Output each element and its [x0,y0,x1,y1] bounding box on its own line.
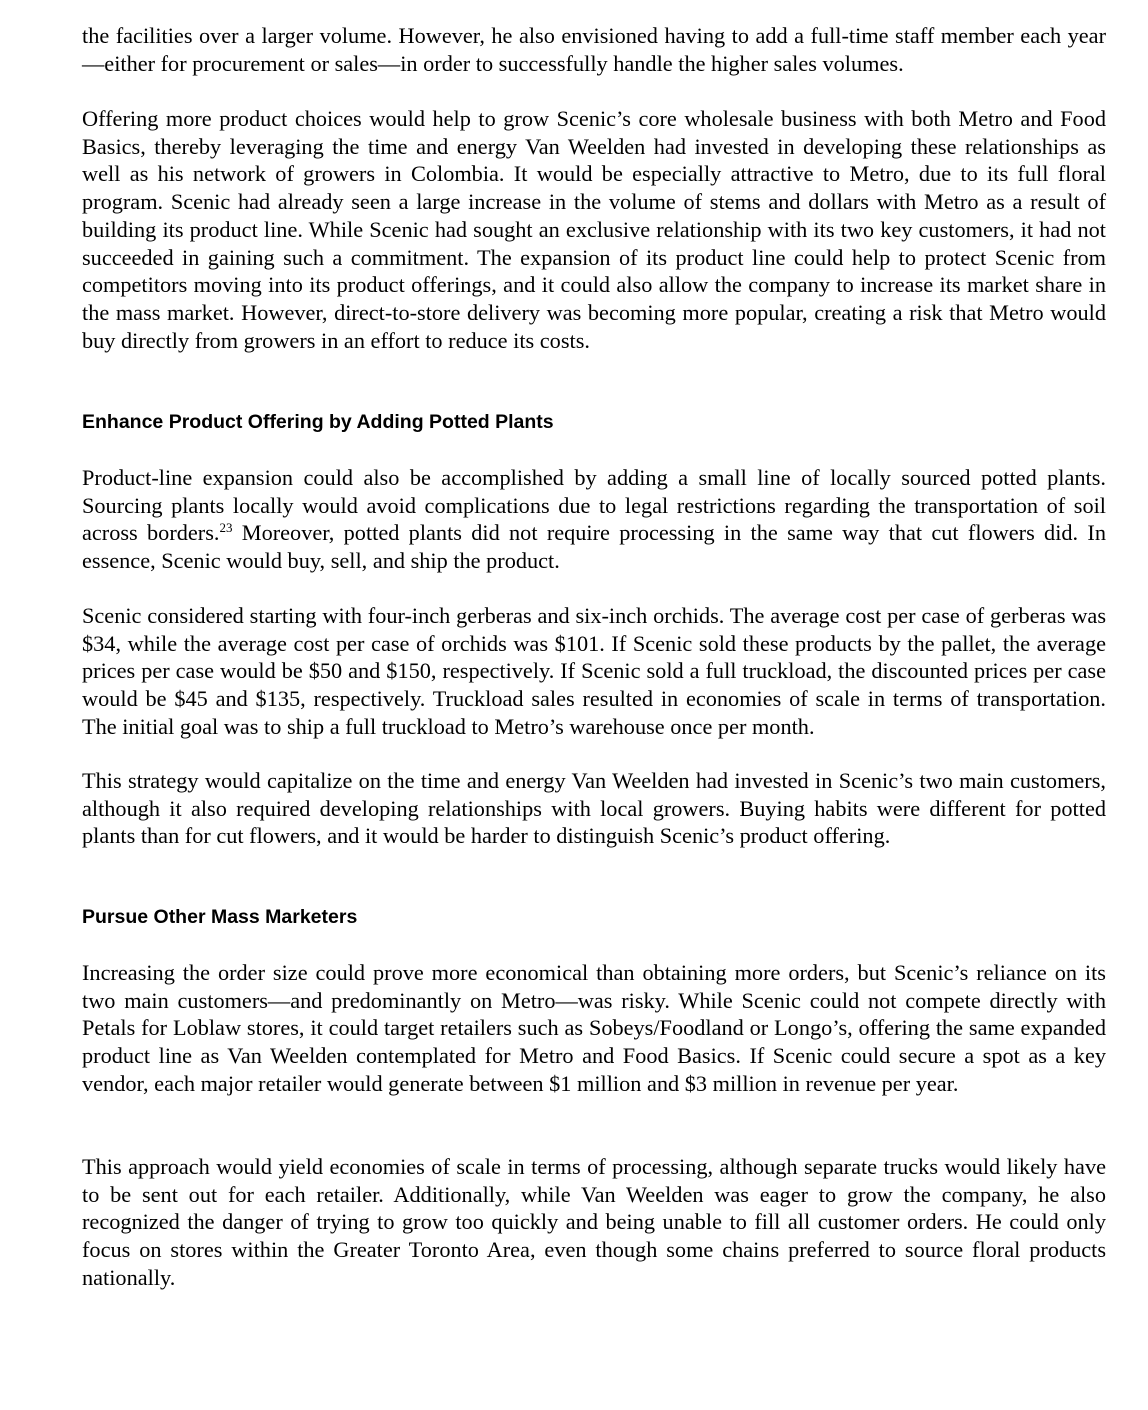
paragraph-strategy-capitalize: This strategy would capitalize on the time and energy Van Weelden had invested in Scenic’s two main customers, although it also required developing relationships with local growers. Buying habits were different for potted plants than for cut flowers, and it would be harder to distinguish Scenic’s product offering. [82,768,1106,849]
paragraph-text: Product-line expansion could also be accomplished by adding a small line of locally sourced potted plants. Sourcing plants locally would avoid complications due to legal restrictions regarding the transportation of soil across borders. [82,465,1106,546]
paragraph-product-choices: Offering more product choices would help to grow Scenic’s core wholesale business with both Metro and Food Basics, thereby leveraging the time and energy Van Weelden had invested in developing these relationships as well as his network of growers in Colombia. It would be especially attractive to Metro, due to its full floral program. Scenic had already seen a large increase in the volume of stems and dollars with Metro as a result of building its product line. While Scenic had sought an exclusive relationship with its two key customers, it had not succeeded in gaining such a commitment. The expansion of its product line could help to protect Scenic from competitors moving into its product offerings, and it could also allow the company to increase its market share in the mass market. However, direct-to-store delivery was becoming more popular, creating a risk that Metro would buy directly from growers in an effort to reduce its costs. [82,106,1106,353]
paragraph-product-line-expansion [82,464,1106,575]
paragraph-text: Moreover, potted plants did not require processing in the same way that cut flowers did. In essence, Scenic would buy, sell, and ship the product. [82,520,1106,574]
paragraph-economies-of-scale: This approach would yield economies of scale in terms of processing, although separate trucks would likely have to be sent out for each retailer. Additionally, while Van Weelden was eager to grow the company, he also recognized the danger of trying to grow too quickly and being unable to fill all customer orders. He could only focus on stores within the Greater Toronto Area, even though some chains preferred to source floral products nationally. [82,1154,1106,1290]
heading-mass-marketers: Pursue Other Mass Marketers [82,906,358,928]
paragraph-facilities: the facilities over a larger volume. However, he also envisioned having to add a full-time staff member each year—either for procurement or sales—in order to successfully handle the higher sales volumes. [82,23,1106,76]
paragraph-order-size: Increasing the order size could prove more economical than obtaining more orders, but Scenic’s reliance on its two main customers—and predominantly on Metro—was risky. While Scenic could not compete directly with Petals for Loblaw stores, it could target retailers such as Sobeys/Foodland or Longo’s, offering the same expanded product line as Van Weelden contemplated for Metro and Food Basics. If Scenic could secure a spot as a key vendor, each major retailer would generate between $1 million and $3 million in revenue per year. [82,960,1106,1096]
footnote-marker: 23 [219,520,233,536]
paragraph-gerberas-orchids: Scenic considered starting with four-inch gerberas and six-inch orchids. The average cost per case of gerberas was $34, while the average cost per case of orchids was $101. If Scenic sold these products by the pallet, the average prices per case would be $50 and $150, respectively. If Scenic sold a full truckload, the discounted prices per case would be $45 and $135, respectively. Truckload sales resulted in economies of scale in terms of transportation. The initial goal was to ship a full truckload to Metro’s warehouse once per month. [82,603,1106,739]
heading-potted-plants: Enhance Product Offering by Adding Potted Plants [82,411,554,433]
